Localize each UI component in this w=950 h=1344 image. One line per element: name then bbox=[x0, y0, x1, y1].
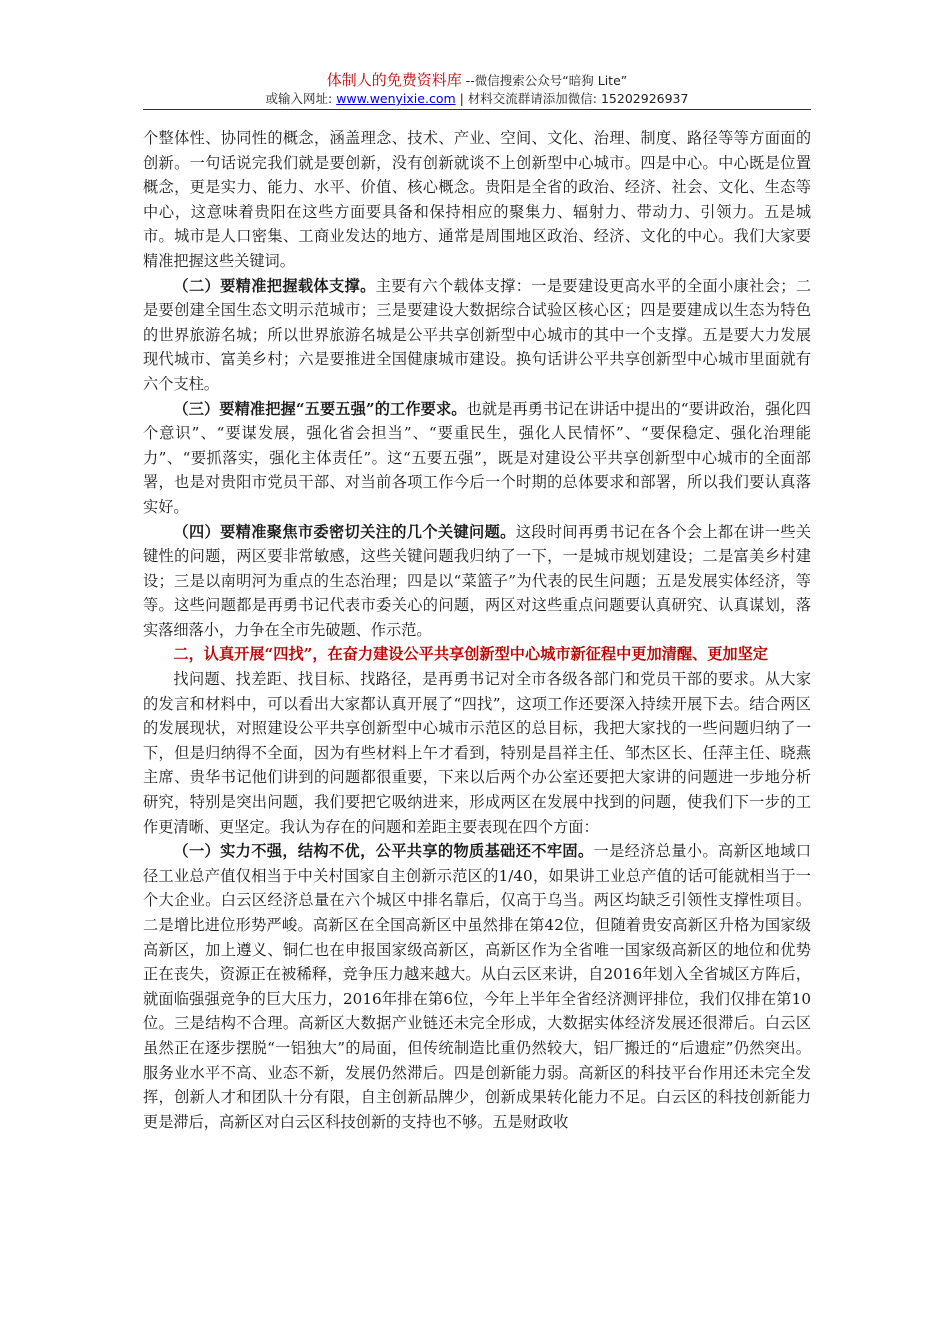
section-heading: 二，认真开展“四找”，在奋力建设公平共享创新型中心城市新征程中更加清醒、更加坚定 bbox=[173, 645, 768, 664]
paragraph-lead: （四）要精准聚焦市委密切关注的几个关键问题。 bbox=[173, 522, 516, 541]
paragraph-text: 找问题、找差距、找目标、找路径，是再勇书记对全市各级各部门和党员干部的要求。从大家的发言和材料中，可以看出大家都认真开展了“四找”，这项工作还要深入持续开展下去。结合两区的发展现状，对照建设公平共享创新型中心城市示范区的总目标，我把大家找的一些问题归纳了一下，但是归纳得不全面，因为有些材料上午才看到，特别是昌祥主任、邹杰区长、任萍主任、晓燕主席、贵华书记他们讲到的问题都很重要，下来以后两个办公室还要把大家讲的问题进一步地分析研究，特别是突出问题，我们要把它吸纳进来，形成两区在发展中找到的问题，使我们下一步的工作更清晰、更坚定。我认为存在的问题和差距主要表现在四个方面： bbox=[143, 670, 811, 836]
paragraph-text: 主要有六个载体支撑：一是要建设更高水平的全面小康社会；二是要创建全国生态文明示范城市；三是要建设大数据综合试验区核心区；四是要建成以生态为特色的世界旅游名城；所以世界旅游名城是公平共享创新型中心城市的其中一个支撑。五是要大力发展现代城市、富美乡村；六是要推进全国健康城市建设。换句话讲公平共享创新型中心城市里面就有六个支柱。 bbox=[143, 276, 812, 393]
paragraph bbox=[143, 274, 811, 397]
paragraph bbox=[143, 667, 811, 839]
header-tagline: --微信搜索公众号“暗狗 Lite” bbox=[461, 73, 628, 88]
header-title-line bbox=[143, 70, 811, 90]
paragraph bbox=[143, 397, 811, 520]
paragraph-lead: （三）要精准把握“五要五强”的工作要求。 bbox=[173, 399, 467, 418]
header-divider bbox=[143, 109, 811, 110]
page-header bbox=[143, 70, 811, 108]
paragraph-text: 也就是再勇书记在讲话中提出的“要讲政治，强化四个意识”、“要谋发展，强化省会担当”、“要重民生，强化人民情怀”、“要保稳定、强化治理能力”、“要抓落实，强化主体责任”。这“五要五强”，既是对建设公平共享创新型中心城市的全面部署，也是对贵阳市党员干部、对当前各项工作今后一个时期的总体要求和部署，所以我们要认真落实好。 bbox=[143, 399, 811, 516]
document-body bbox=[143, 126, 811, 1134]
paragraph bbox=[143, 839, 811, 1134]
paragraph-text: 这段时间再勇书记在各个会上都在讲一些关键性的问题，两区要非常敏感，这些关键问题我归纳了一下，一是城市规划建设；二是富美乡村建设；三是以南明河为重点的生态治理；四是以“菜篮子”为代表的民生问题；五是发展实体经济，等等。这些问题都是再勇书记代表市委关心的问题，两区对这些重点问题要认真研究、认真谋划，落实落细落小，力争在全市先破题、作示范。 bbox=[143, 522, 812, 639]
header-url-link[interactable]: www.wenyixie.com bbox=[336, 91, 456, 106]
paragraph-lead: （一）实力不强，结构不优，公平共享的物质基础还不牢固。 bbox=[173, 842, 594, 861]
paragraph-lead: （二）要精准把握载体支撑。 bbox=[173, 276, 376, 295]
header-brand: 体制人的免费资料库 bbox=[326, 71, 462, 89]
paragraph bbox=[143, 126, 811, 274]
paragraph-text: 一是经济总量小。高新区地域口径工业总产值仅相当于中关村国家自主创新示范区的1/40，如果讲工业总产值的话可能就相当于一个大企业。白云区经济总量在六个城区中排名靠后，仅高于乌当。两区均缺乏引领性支撑性项目。二是增比进位形势严峻。高新区在全国高新区中虽然排在第42位，但随着贵安高新区升格为国家级高新区，加上遵义、铜仁也在申报国家级高新区，高新区作为全省唯一国家级高新区的地位和优势正在丧失，资源正在被稀释，竞争压力越来越大。从白云区来讲，自2016年划入全省城区方阵后，就面临强强竞争的巨大压力，2016年排在第6位，今年上半年全省经济测评排位，我们仅排在第10位。三是结构不合理。高新区大数据产业链还未完全形成，大数据实体经济发展还很滞后。白云区虽然正在逐步摆脱“一铝独大”的局面，但传统制造比重仍然较大，铝厂搬迁的“后遗症”仍然突出。服务业水平不高、业态不新，发展仍然滞后。四是创新能力弱。高新区的科技平台作用还未完全发挥，创新人才和团队十分有限，自主创新品牌少，创新成果转化能力不足。白云区的科技创新能力更是滞后，高新区对白云区科技创新的支持也不够。五是财政收 bbox=[143, 842, 812, 1131]
header-contact: | 材料交流群请添加微信: 15202926937 bbox=[455, 91, 689, 106]
paragraph-text: 个整体性、协同性的概念，涵盖理念、技术、产业、空间、文化、治理、制度、路径等等方面面的创新。一句话说完我们就是要创新，没有创新就谈不上创新型中心城市。四是中心。中心既是位置概念，更是实力、能力、水平、价值、核心概念。贵阳是全省的政治、经济、社会、文化、生态等中心，这意味着贵阳在这些方面要具备和保持相应的聚集力、辐射力、带动力、引领力。五是城市。城市是人口密集、工商业发达的地方、通常是周围地区政治、经济、文化的中心。我们大家要精准把握这些关键词。 bbox=[143, 129, 811, 270]
header-url-prefix: 或输入网址: bbox=[265, 91, 337, 106]
header-contact-line bbox=[143, 90, 811, 108]
paragraph bbox=[143, 520, 811, 643]
